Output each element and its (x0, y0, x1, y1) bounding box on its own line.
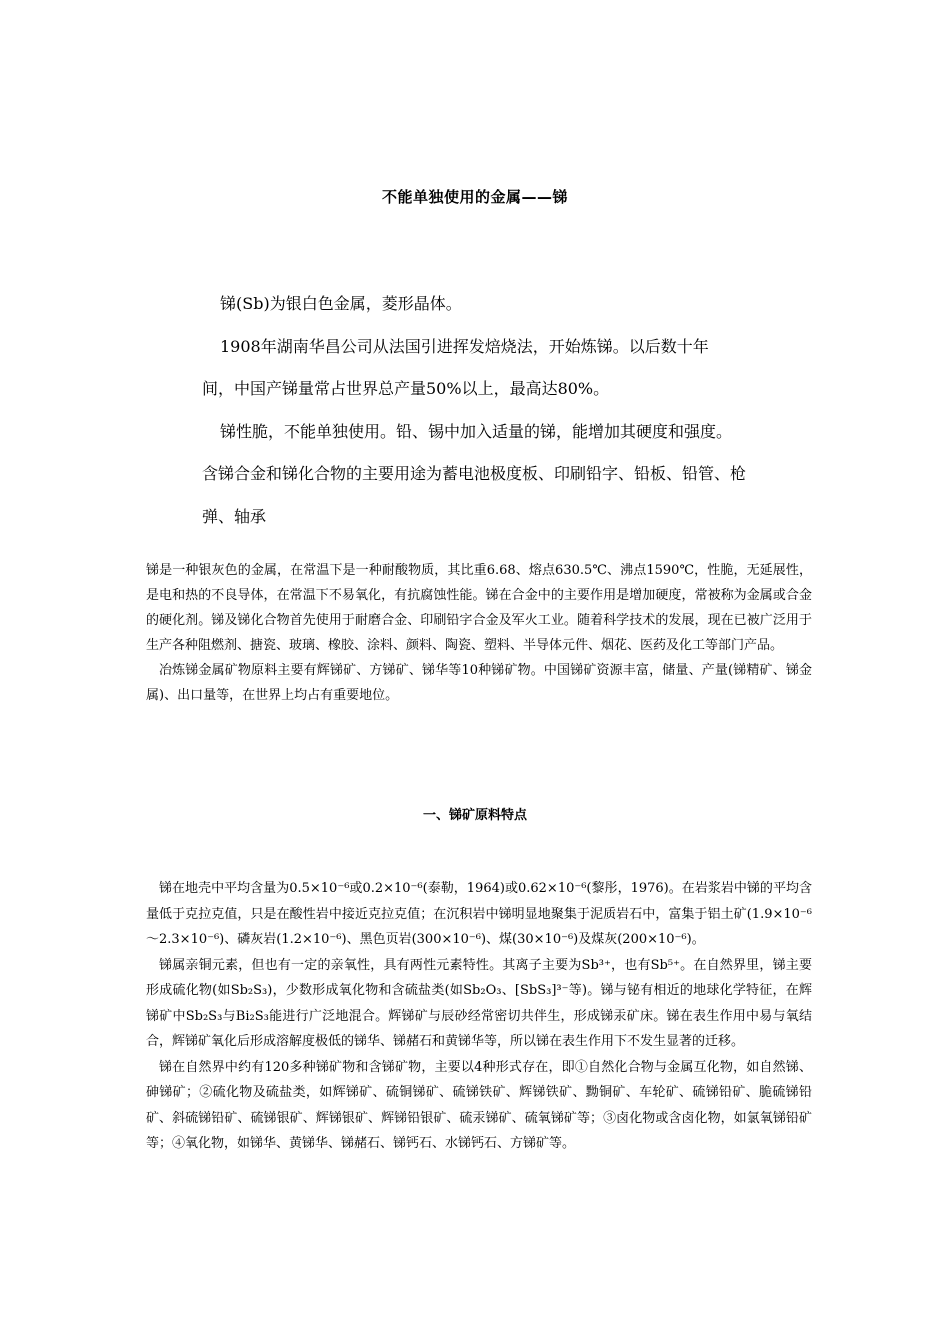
ore-characteristics-section (146, 876, 812, 1157)
intro-paragraph-4: 含锑合金和锑化合物的主要用途为蓄电池极度板、印刷铅字、铅板、铅管、枪弹、轴承 (202, 464, 747, 526)
section-heading: 一、锑矿原料特点 (422, 808, 527, 823)
overview-paragraph-1: 锑是一种银灰色的金属，在常温下是一种耐酸物质，其比重6.68、熔点630.5℃、沸点1590℃，性脆，无延展性，是电和热的不良导体，在常温下不易氧化，有抗腐蚀性能。锑在合金中的主要作用是增加硬度，常被称为金属或合金的硬化剂。锑及锑化合物首先使用于耐磨合金、印刷铅字合金及军火工业。随着科学技术的发展，现在已被广泛用于生产各种阻燃剂、搪瓷、玻璃、橡胶、涂料、颜料、陶瓷、塑料、半导体元件、烟花、医药及化工等部门产品。 (146, 563, 812, 653)
page-title: 不能单独使用的金属——锑 (381, 188, 568, 206)
ore-paragraph-1: 锑在地壳中平均含量为0.5×10⁻⁶或0.2×10⁻⁶(泰勒，1964)或0.62×10⁻⁶(黎彤，1976)。在岩浆岩中锑的平均含量低于克拉克值，只是在酸性岩中接近克拉克值；在沉积岩中锑明显地聚集于泥质岩石中，富集于铝土矿(1.9×10⁻⁶～2.3×10⁻⁶)、磷灰岩(1.2×10⁻⁶)、黑色页岩(300×10⁻⁶)、煤(30×10⁻⁶)及煤灰(200×10⁻⁶)。 (146, 881, 812, 947)
intro-paragraph-2-line-1: 1908年湖南华昌公司从法国引进挥发焙烧法，开始炼锑。以后数十年 (220, 336, 709, 356)
overview-paragraph-2: 冶炼锑金属矿物原料主要有辉锑矿、方锑矿、锑华等10种锑矿物。中国锑矿资源丰富，储量、产量(锑精矿、锑金属)、出口量等，在世界上均占有重要地位。 (146, 663, 812, 703)
intro-section (202, 283, 762, 538)
ore-paragraph-3: 锑在自然界中约有120多种锑矿物和含锑矿物，主要以4种形式存在，即①自然化合物与金属互化物，如自然锑、砷锑矿；②硫化物及硫盐类，如辉锑矿、硫铜锑矿、硫锑铁矿、辉锑铁矿、黝铜矿、车轮矿、硫锑铅矿、脆硫锑铅矿、斜硫锑铅矿、硫锑银矿、辉锑银矿、辉锑铅银矿、硫汞锑矿、硫氧锑矿等；③卤化物或含卤化物，如氯氧锑铅矿等；④氧化物，如锑华、黄锑华、锑赭石、锑钙石、水锑钙石、方锑矿等。 (146, 1059, 812, 1151)
ore-paragraph-2: 锑属亲铜元素，但也有一定的亲氧性，具有两性元素特性。其离子主要为Sb³⁺，也有Sb⁵⁺。在自然界里，锑主要形成硫化物(如Sb₂S₃)，少数形成氧化物和含硫盐类(如Sb₂O₃、[SbS₃]³⁻等)。锑与铋有相近的地球化学特征，在辉锑矿中Sb₂S₃与Bi₂S₃能进行广泛地混合。辉锑矿与辰砂经常密切共伴生，形成锑汞矿床。锑在表生作用中易与氧结合，辉锑矿氧化后形成溶解度极低的锑华、锑赭石和黄锑华等，所以锑在表生作用下不发生显著的迁移。 (146, 957, 812, 1049)
intro-paragraph-1: 锑(Sb)为银白色金属，菱形晶体。 (220, 294, 462, 313)
intro-paragraph-3: 锑性脆，不能单独使用。铅、锡中加入适量的锑，能增加其硬度和强度。 (220, 421, 733, 441)
intro-paragraph-2-line-2: 间，中国产锑量常占世界总产量50%以上，最高达80%。 (202, 379, 610, 398)
overview-section (146, 558, 812, 708)
